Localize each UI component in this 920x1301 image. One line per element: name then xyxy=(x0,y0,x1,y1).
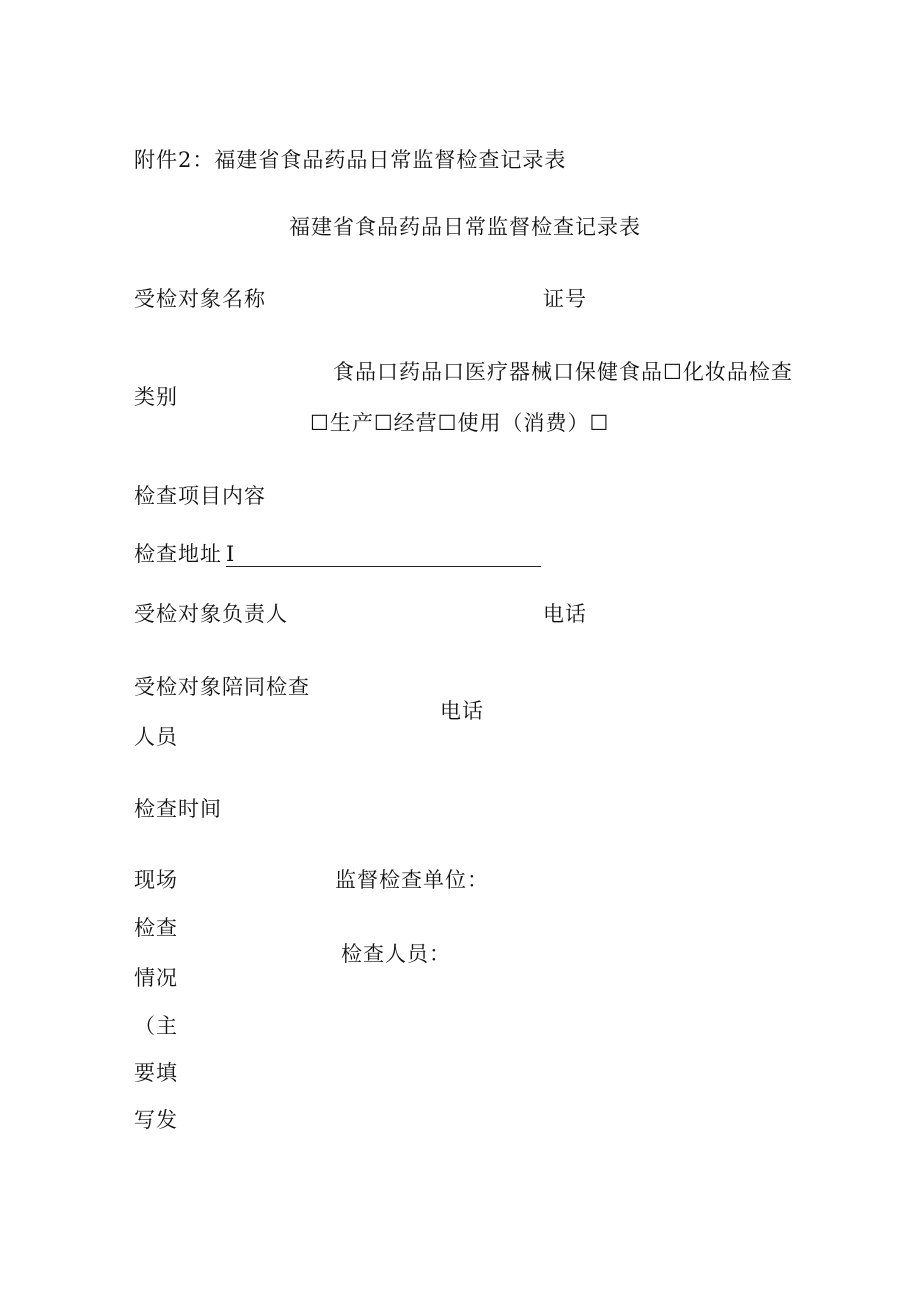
site-label-line: 写发 xyxy=(134,1108,178,1132)
site-label-line: 检查 xyxy=(134,916,178,940)
category-options-line2: ☐生产☐经营☐使用（消费）☐ xyxy=(310,411,610,435)
attachment-header: 附件2：福建省食品药品日常监督检查记录表 xyxy=(134,148,567,172)
license-label: 证号 xyxy=(543,287,587,311)
time-label: 检查时间 xyxy=(134,797,222,821)
phone-label-1: 电话 xyxy=(543,602,587,626)
content-label: 检查项目内容 xyxy=(134,484,266,508)
site-label-line: （主 xyxy=(134,1014,178,1038)
inspected-name-label: 受检对象名称 xyxy=(134,287,266,311)
address-label: 检查地址 xyxy=(134,542,222,566)
site-label-line: 情况 xyxy=(134,966,178,990)
address-underline xyxy=(226,566,541,567)
category-label: 类别 xyxy=(134,385,178,409)
accompany-label-line1: 受检对象陪同检查 xyxy=(134,675,310,699)
inspectors-label: 检查人员： xyxy=(341,942,451,966)
form-title: 福建省食品药品日常监督检查记录表 xyxy=(289,215,641,239)
address-mark: I xyxy=(226,542,236,566)
site-label-line: 要填 xyxy=(134,1061,178,1085)
phone-label-2: 电话 xyxy=(440,699,484,723)
site-label-line: 现场 xyxy=(134,868,178,892)
category-options-line1: 食品口药品口医疗器械口保健食品☐化妆品检查 xyxy=(333,360,793,384)
responsible-label: 受检对象负责人 xyxy=(134,602,288,626)
supervision-unit-label: 监督检查单位： xyxy=(335,868,489,892)
accompany-label-line2: 人员 xyxy=(134,725,178,749)
